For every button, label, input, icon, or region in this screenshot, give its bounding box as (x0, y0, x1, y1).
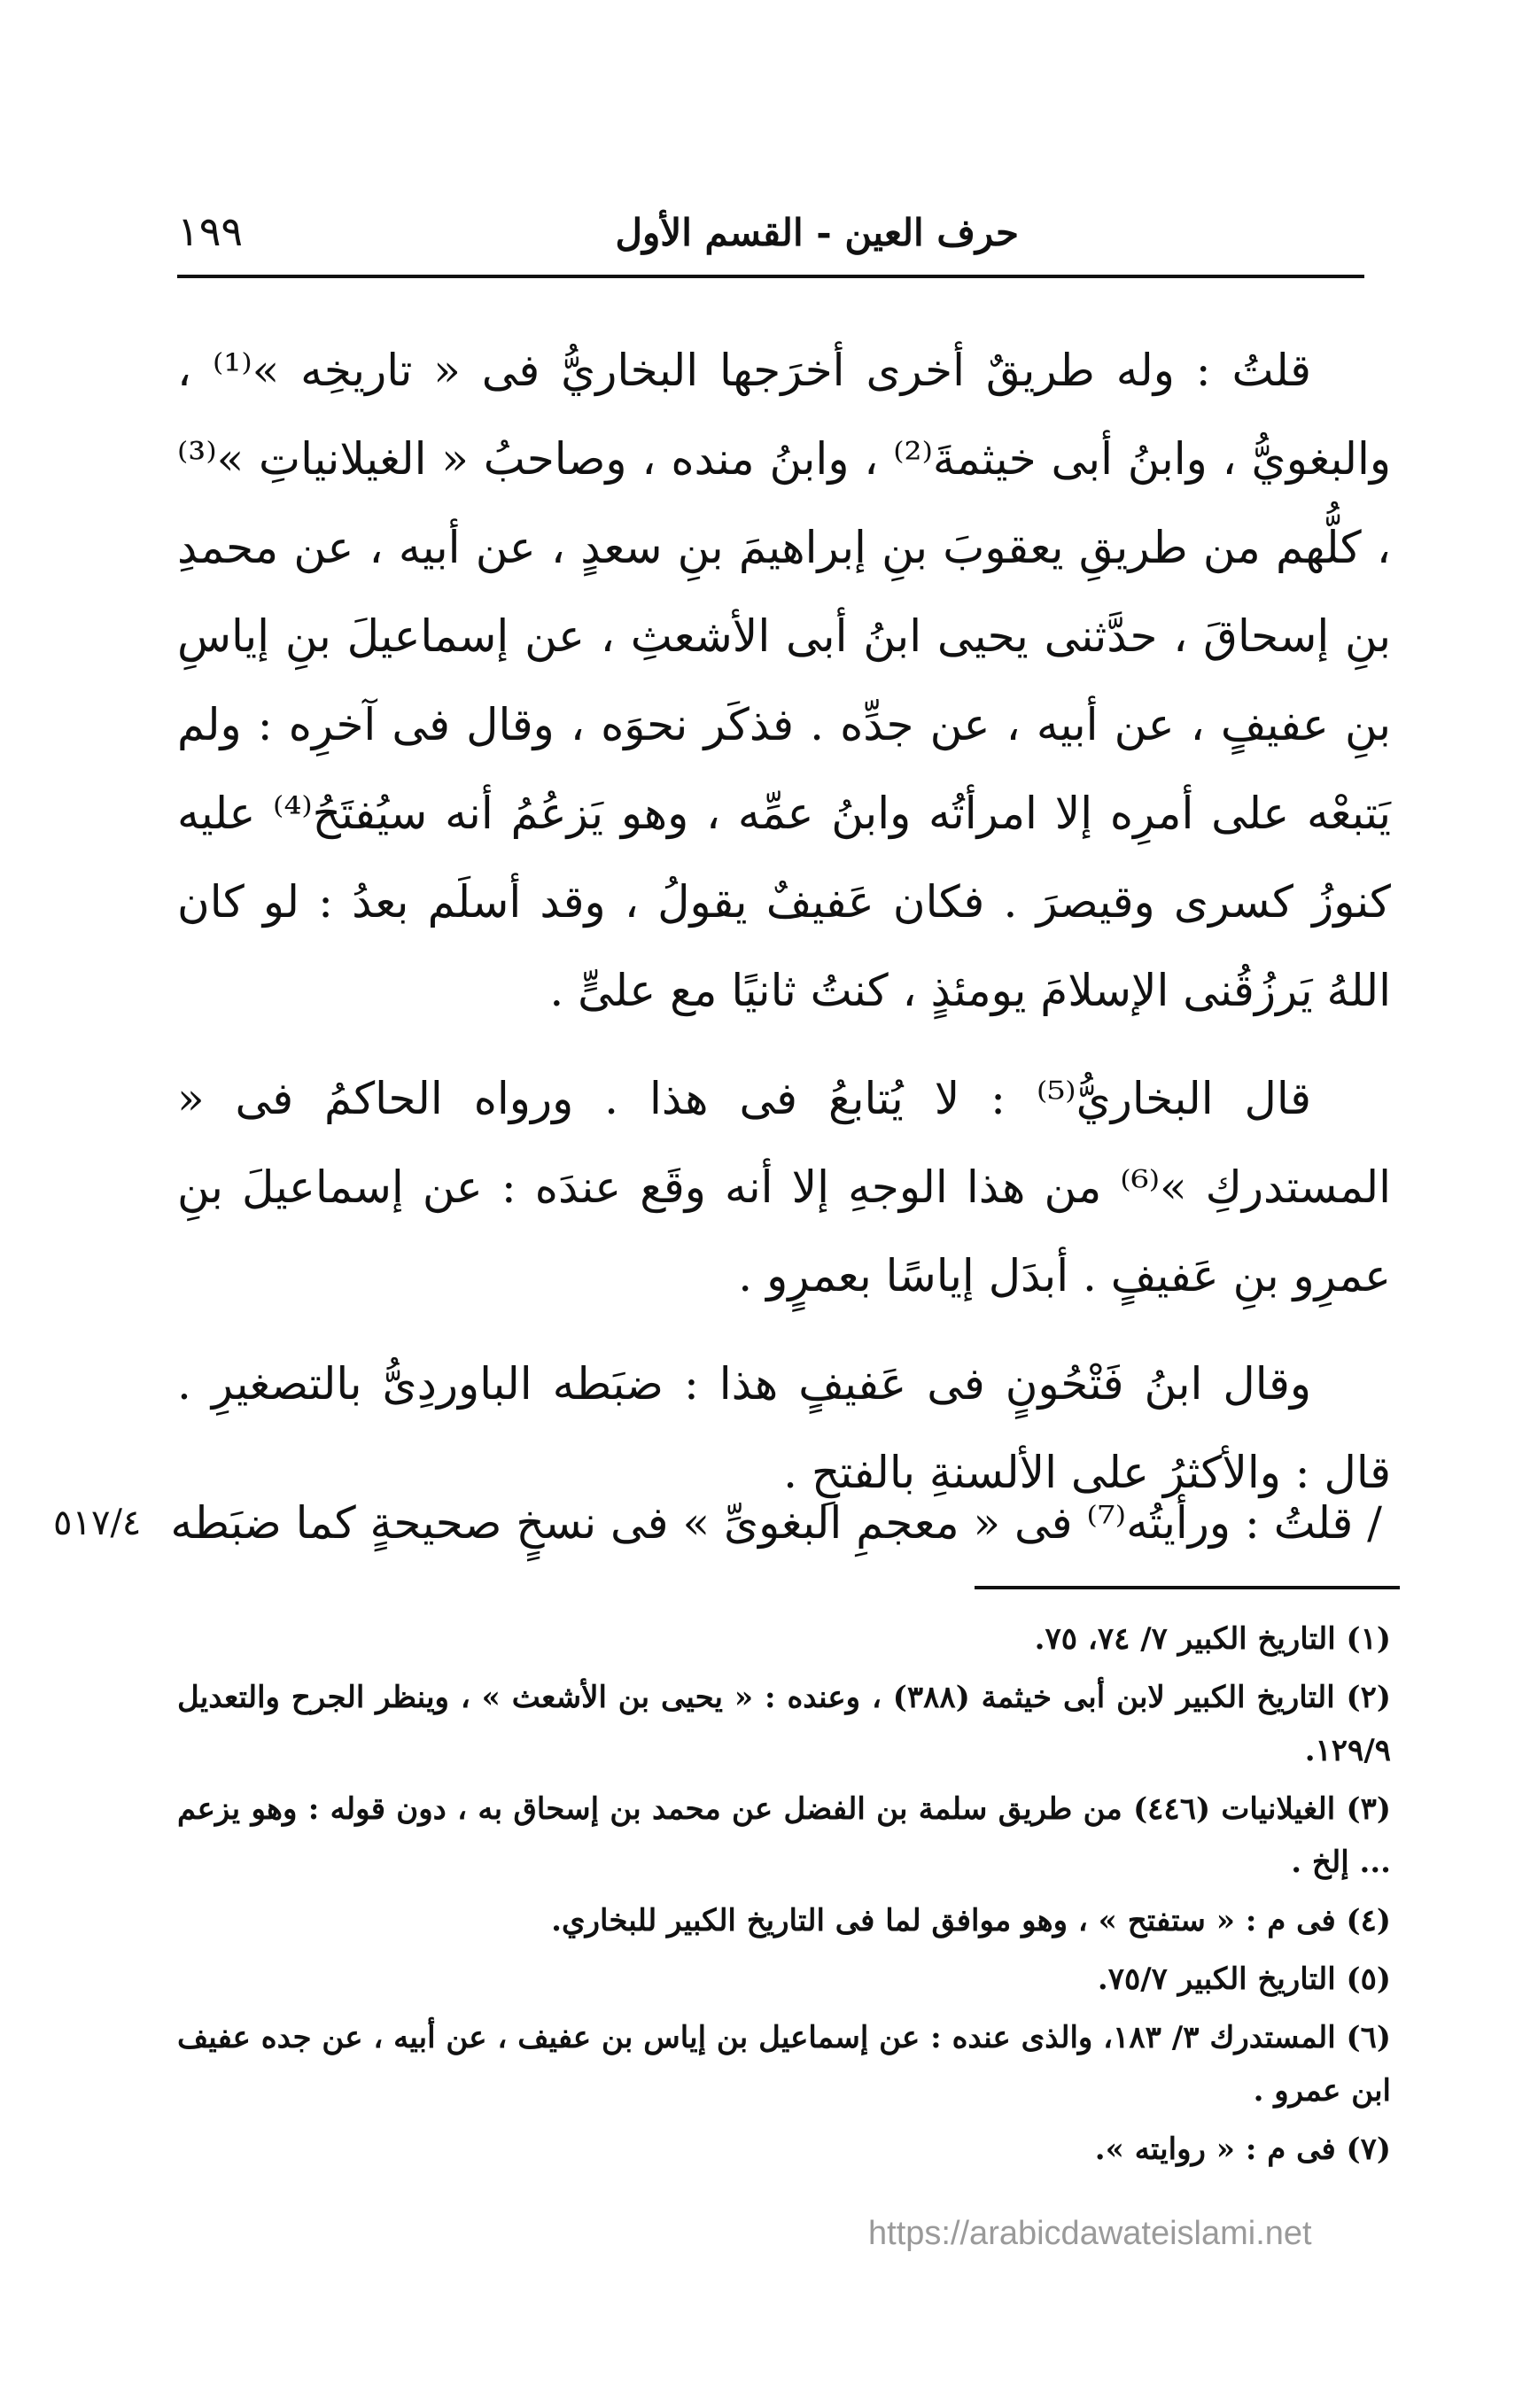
paragraph-4: / قلتُ : ورأيتُه⁽⁷⁾ فى « معجمِ البغوىِّ » فى نسخٍ صحيحةٍ كما ضبَطه (170, 1497, 1382, 1549)
footnote-rule (975, 1586, 1400, 1589)
paragraph-1: قلتُ : وله طريقٌ أخرى أخرَجها البخاريُّ فى « تاريخِه »⁽¹⁾ ، والبغويُّ ، وابنُ أبى خيثمةَ⁽²⁾ ، وابنُ منده ، وصاحبُ « الغيلانياتِ »⁽³⁾ ، كلُّهم من طريقِ يعقوبَ بنِ إبراهيمَ بنِ سعدٍ ، عن أبيه ، عن محمدِ بنِ إسحاقَ ، حدَّثنى يحيى ابنُ أبى الأشعثِ ، عن إسماعيلَ بنِ إياسِ بنِ عفيفٍ ، عن أبيه ، عن جدِّه . فذكَر نحوَه ، وقال فى آخرِه : ولم يَتبعْه على أمرِه إلا امرأتُه وابنُ عمِّه ، وهو يَزعُمُ أنه سيُفتَحُ⁽⁴⁾ عليه كنوزُ كسرى وقيصرَ . فكان عَفيفٌ يقولُ ، وقد أسلَم بعدُ : لو كان اللهُ يَرزُقُنى الإسلامَ يومئذٍ ، كنتُ ثانيًا مع علىٍّ . (177, 345, 1392, 1016)
footnote-6: (٦) المستدرك ٣/ ١٨٣، والذى عنده : عن إسماعيل بن إياس بن عفيف ، عن أبيه ، عن جده عفيف ابن عمرو . (177, 2020, 1391, 2109)
paragraph-4-line (53, 1497, 1382, 1568)
watermark-url: https://arabicdawateislami.net (868, 2215, 1312, 2252)
margin-reference: ٥١٧/٤ (53, 1503, 142, 1543)
running-title: حرف العين - القسم الأول (615, 211, 1019, 254)
paragraph-2: قال البخاريُّ⁽⁵⁾ : لا يُتابعُ فى هذا . ورواه الحاكمُ فى « المستدركِ »⁽⁶⁾ من هذا الوجهِ إلا أنه وقَع عندَه : عن إسماعيلَ بنِ عمرِو بنِ عَفيفٍ . أبدَل إياسًا بعمرٍو . (177, 1073, 1391, 1301)
footnote-1: (١) التاريخ الكبير ٧/ ٧٤، ٧٥. (1034, 1621, 1391, 1657)
footnotes (177, 1612, 1391, 2181)
page-header (177, 202, 1364, 264)
footnote-2: (٢) التاريخ الكبير لابن أبى خيثمة (٣٨٨) ، وعنده : « يحيى بن الأشعث » ، وينظر الجرح والتعديل ١٢٩/٩. (177, 1680, 1391, 1768)
footnote-7: (٧) فى م : « روايته ». (1094, 2132, 1391, 2167)
footnote-3: (٣) الغيلانيات (٤٤٦) من طريق سلمة بن الفضل عن محمد بن إسحاق به ، دون قوله : وهو يزعم ... إلخ . (177, 1791, 1391, 1880)
header-rule (177, 275, 1364, 278)
footnote-5: (٥) التاريخ الكبير ٧٥/٧. (1097, 1961, 1391, 1997)
footnote-4: (٤) فى م : « ستفتح » ، وهو موافق لما فى التاريخ الكبير للبخاري. (551, 1903, 1391, 1938)
page-number: ١٩٩ (177, 207, 244, 255)
paragraph-3: وقال ابنُ فَتْحُونٍ فى عَفيفٍ هذا : ضبَطه الباوردِىُّ بالتصغيرِ . قال : والأكثرُ على الألسنةِ بالفتحِ . (177, 1358, 1391, 1498)
main-text (177, 326, 1391, 1517)
